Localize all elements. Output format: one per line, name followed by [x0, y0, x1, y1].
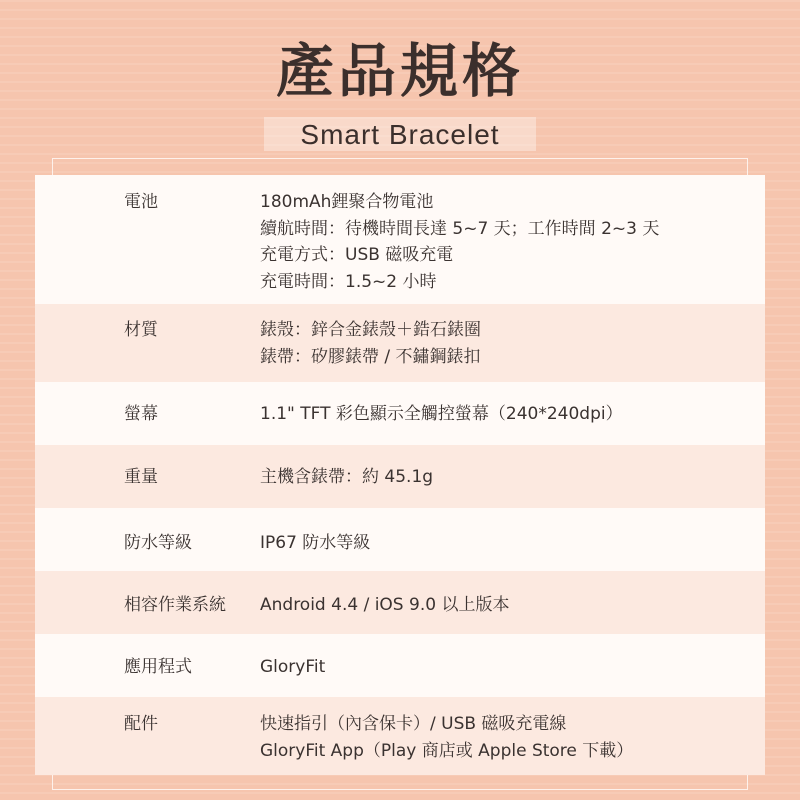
page-title: 產品規格: [275, 37, 524, 105]
spec-row-weight: [35, 445, 765, 508]
spec-value: [260, 592, 509, 619]
spec-value-line: Android 4.4 / iOS 9.0 以上版本: [260, 595, 510, 615]
spec-value-line: 續航時間：待機時間長達 5~7 天；工作時間 2~3 天: [260, 218, 660, 239]
spec-label: 材質: [124, 320, 158, 340]
spec-row-material: [35, 304, 765, 382]
spec-row-app: [35, 634, 765, 697]
spec-value-line: 1.1" TFT 彩色顯示全觸控螢幕（240*240dpi）: [260, 404, 623, 424]
spec-value-line: 錶殼：鋅合金錶殼＋鋯石錶圈: [260, 320, 481, 340]
spec-value-line: 快速指引（內含保卡）/ USB 磁吸充電線: [260, 714, 567, 734]
spec-label: 防水等級: [124, 533, 192, 553]
spec-row-accessories: [35, 697, 765, 775]
spec-label: 電池: [124, 192, 158, 212]
spec-label: 配件: [124, 714, 158, 734]
spec-value: [260, 711, 633, 764]
spec-value-line: 錶帶：矽膠錶帶 / 不鏽鋼錶扣: [260, 346, 481, 367]
spec-label: 重量: [124, 467, 158, 487]
spec-value-line: 充電時間：1.5~2 小時: [260, 271, 437, 292]
spec-value: [260, 530, 370, 557]
spec-label: 應用程式: [124, 657, 192, 677]
spec-value-line: 主機含錶帶：約 45.1g: [260, 467, 434, 487]
spec-value: [260, 189, 659, 295]
page-subtitle: Smart Bracelet: [300, 119, 500, 150]
spec-value-line: GloryFit: [260, 657, 326, 677]
spec-value-line: GloryFit App（Play 商店或 Apple Store 下載）: [260, 740, 634, 761]
spec-value: [260, 401, 623, 428]
spec-value-line: IP67 防水等級: [260, 533, 371, 553]
spec-label: 相容作業系統: [124, 595, 226, 615]
spec-value-line: 180mAh鋰聚合物電池: [260, 192, 434, 212]
spec-row-battery: [35, 175, 765, 304]
spec-value-line: 充電方式：USB 磁吸充電: [260, 245, 454, 265]
spec-row-waterproof: [35, 508, 765, 571]
spec-value: [260, 654, 325, 681]
spec-row-screen: [35, 382, 765, 445]
spec-row-compatibility: [35, 571, 765, 634]
spec-label: 螢幕: [124, 404, 158, 424]
spec-value: [260, 317, 481, 370]
spec-value: [260, 464, 433, 491]
